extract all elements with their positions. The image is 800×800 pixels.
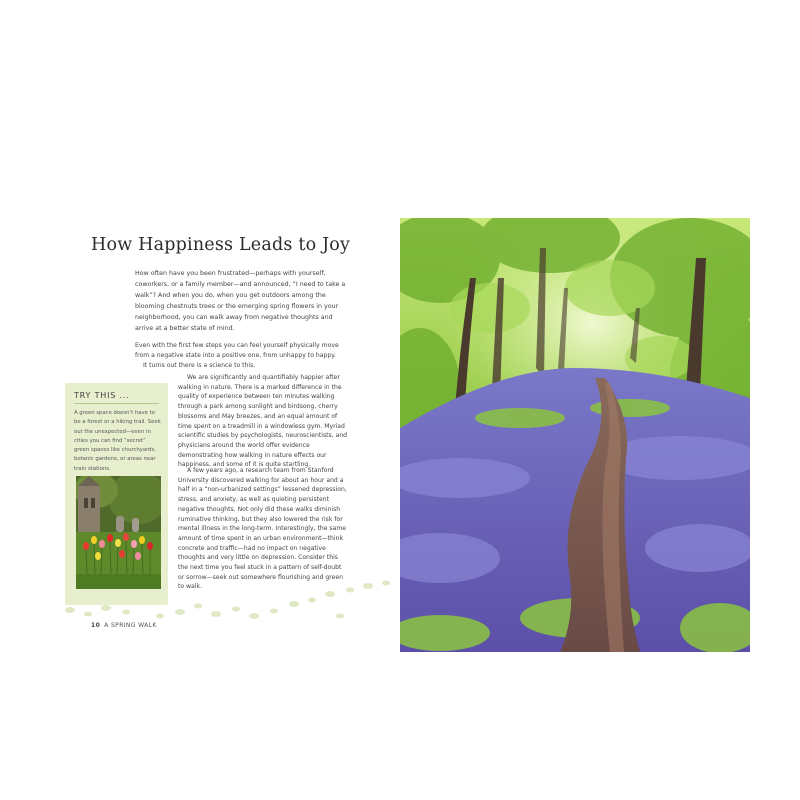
body-paragraph-3: We are significantly and quantifiably happier after walking in nature. There is a marked difference in the quality of experience between ten minutes walking through a park among sunlight and birdsong, cherry blossoms and May breezes, and an equal amount of time spent on a treadmill in a windowless gym. Myriad scientific studies by psychologists, neuroscientists, and physicians around the world offer evidence demonstrating how walking in nature effects our happiness, and some of it is quite startling.: [178, 374, 348, 469]
page-number: 10: [91, 622, 101, 629]
sidebar-divider: [74, 403, 159, 404]
body-paragraph-1: Even with the first few steps you can feel yourself physically move from a negative state into a positive one, from unhappy to happy.: [135, 342, 339, 359]
intro-paragraph: How often have you been frustrated—perhaps with yourself, coworkers, or a family member—and announced, “I need to take a walk”? And when you do, when you get outdoors among the blooming chestnuts trees or the emerging spring flowers in your neighborhood, you can walk away from negative thoughts and arrive at a better state of mind.: [135, 270, 346, 332]
bluebell-woodland-path-photo: [400, 218, 750, 652]
tulips-churchyard-photo: [76, 476, 161, 589]
page-footer: [91, 622, 157, 629]
body-paragraph-2: It turns out there is a science to this.: [143, 362, 256, 369]
body-paragraph-4: A few years ago, a research team from Stanford University discovered walking for about an hour and a half in a “non-urbanized settings” lessened depression, stress, and anxiety, as well as quieting persistent negative thoughts. Not only did these walks diminish ruminative thinking, but they also lowered the risk for mental illness in the long-term. Interestingly, the same amount of time spent in an urban environment—think concrete and traffic—had no impact on negative thoughts and very little on depression. Consider this the next time you feel stuck in a pattern of self-doubt or sorrow—seek out somewhere flourishing and green to walk.: [178, 467, 347, 591]
decorative-dot-trail: [40, 576, 400, 626]
page-title: How Happiness Leads to Joy: [91, 235, 351, 255]
sidebar-text: A green space doesn’t have to be a forest or a hiking trail. Seek out the unexpected—even in cities you can find “secret” green spaces like churchyards, botanic gardens, or areas near train stations.: [74, 410, 161, 472]
running-footer: A SPRING WALK: [104, 622, 157, 629]
sidebar-heading: TRY THIS ...: [74, 391, 130, 400]
try-this-sidebar: [65, 383, 168, 605]
